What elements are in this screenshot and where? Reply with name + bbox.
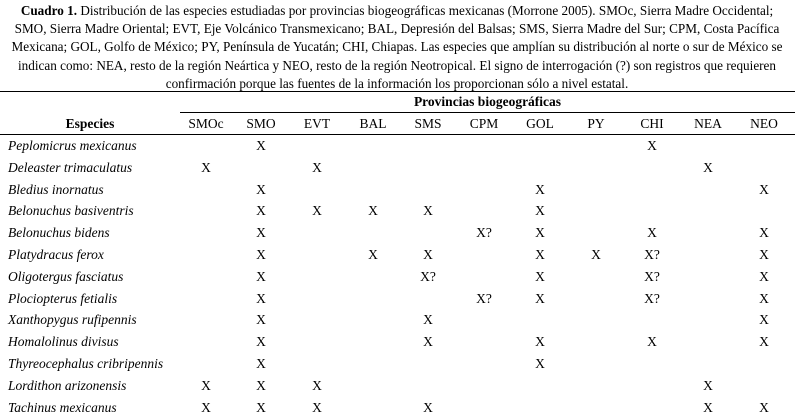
table-row [0,266,795,288]
presence-mark: X [423,334,433,350]
table-row [0,331,795,353]
presence-mark: X [256,334,266,350]
table-row [0,200,795,222]
species-name: Tachinus mexicanus [8,399,117,415]
presence-mark: X [256,399,266,415]
table-row [0,397,795,419]
table-row [0,309,795,331]
presence-mark: X [759,225,769,241]
caption-label: Cuadro 1. [20,3,78,18]
presence-mark: X? [476,225,492,241]
table-row [0,135,795,157]
table-top-rule [0,91,795,92]
species-name: Thyreocephalus cribripennis [8,355,164,371]
presence-mark: X [647,138,657,153]
presence-mark: X [201,399,211,415]
presence-mark: X [759,399,769,415]
presence-mark: X [256,377,266,393]
species-name: Xanthopygus rufipennis [8,312,137,328]
table-body [0,135,795,418]
column-header-cpm: CPM [469,116,499,131]
presence-mark: X [759,290,769,306]
presence-mark: X [759,268,769,284]
column-header-smoc: SMOc [188,116,224,131]
column-header-smo: SMO [246,116,276,131]
species-name: Peplomicrus mexicanus [8,138,137,153]
presence-mark: X [591,246,601,262]
presence-mark: X [423,399,433,415]
column-header-py: PY [587,116,605,131]
table-row [0,222,795,244]
presence-mark: X [535,268,545,284]
table-row [0,375,795,397]
species-name: Oligotergus fasciatus [8,268,124,284]
presence-mark: X [312,203,322,219]
presence-mark: X [703,399,713,415]
presence-mark: X? [476,290,492,306]
presence-mark: X [535,225,545,241]
presence-mark: X [703,159,713,175]
presence-mark: X [759,312,769,328]
presence-mark: X? [644,246,660,262]
presence-mark: X [535,203,545,219]
presence-mark: X [423,312,433,328]
presence-mark: X [535,181,545,197]
presence-mark: X [423,203,433,219]
presence-mark: X [535,334,545,350]
species-name: Belonuchus bidens [8,225,110,241]
presence-mark: X [647,225,657,241]
presence-mark: X [759,181,769,197]
table-row [0,157,795,179]
table-row [0,353,795,375]
species-name: Platydracus ferox [8,246,104,262]
presence-mark: X [256,246,266,262]
presence-mark: X [312,159,322,175]
presence-mark: X [256,312,266,328]
presence-mark: X [256,203,266,219]
presence-mark: X [256,268,266,284]
presence-mark: X? [420,268,436,284]
table-row [0,179,795,201]
presence-mark: X [759,334,769,350]
caption-text: Distribución de las especies estudiadas por provincias biogeográficas mexicanas (Morrone 2005). SMOc, Sierra Madre Occidental; SMO, Sierra Madre Oriental; EVT, Eje Volcánico Transmexicano; BAL, Depresión del Balsas; SMS, Sierra Madre del Sur; CPM, Costa Pacífica Mexicana; GOL, Golfo de México; PY, Península de Yucatán; CHI, Chiapas. Las especies que amplían su distribución al norte o sur de México se indican como: NEA, resto de la región Neártica y NEO, resto de la región Neotropical. El signo de interrogación (?) son registros que requieren confirmación porque las fuentes de la información los proporcionan sólo a nivel estatal. [11,3,783,91]
presence-mark: X [759,246,769,262]
presence-mark: X [368,203,378,219]
species-name: Homalolinus divisus [8,334,119,350]
column-header-nea: NEA [694,116,722,131]
species-name: Belonuchus basiventris [8,203,134,219]
species-name: Bledius inornatus [8,181,104,197]
presence-mark: X [256,225,266,241]
column-header-sms: SMS [414,116,442,131]
column-header-gol: GOL [526,116,554,131]
presence-mark: X? [644,290,660,306]
species-name: Lordithon arizonensis [8,377,127,393]
presence-mark: X? [644,268,660,284]
column-header-evt: EVT [303,116,331,131]
presence-mark: X [256,181,266,197]
species-column-header: Especies [65,116,115,131]
presence-mark: X [256,290,266,306]
presence-mark: X [535,290,545,306]
presence-mark: X [423,246,433,262]
table-caption [4,2,790,93]
presence-mark: X [201,377,211,393]
column-header-bal: BAL [359,116,387,131]
presence-mark: X [703,377,713,393]
table-row [0,244,795,266]
species-name: Deleaster trimaculatus [8,159,133,175]
column-header-chi: CHI [640,116,664,131]
presence-mark: X [312,399,322,415]
presence-mark: X [368,246,378,262]
group-header-rule [180,112,795,113]
presence-mark: X [201,159,211,175]
column-header-neo: NEO [750,116,778,131]
presence-mark: X [535,355,545,371]
table-row [0,288,795,310]
species-name: Plociopterus fetialis [8,290,118,306]
presence-mark: X [256,355,266,371]
presence-mark: X [647,334,657,350]
group-header: Provincias biogeográficas [413,94,562,109]
presence-mark: X [535,246,545,262]
presence-mark: X [256,138,266,153]
presence-mark: X [312,377,322,393]
